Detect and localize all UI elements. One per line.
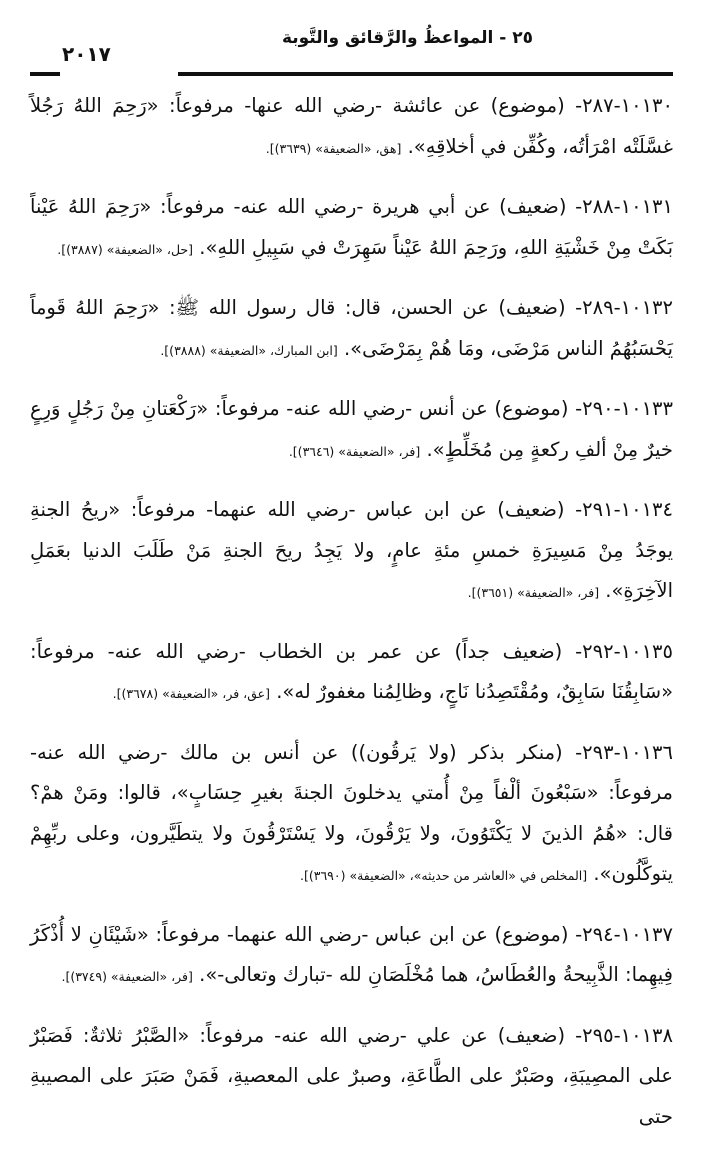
- hadith-source: [فر، «الضعيفة» (٣٦٤٦)].: [288, 443, 421, 459]
- hadith-entry: [30, 733, 673, 897]
- header-rule-left: [30, 72, 60, 76]
- hadith-text: ١٠١٣٣-٢٩٠- (موضوع) عن أنس -رضي الله عنه- مرفوعاً: «رَكْعَتانِ مِنْ رَجُلٍ وَرِعٍ خيرٌ مِنْ ألفِ ركعةٍ مِن مُخَلِّطٍ».: [30, 397, 673, 461]
- hadith-entry: [30, 288, 673, 371]
- hadith-entry: [30, 187, 673, 270]
- header-rule: [178, 72, 673, 76]
- hadith-text: ١٠١٣٨-٢٩٥- (ضعيف) عن علي -رضي الله عنه- مرفوعاً: «الصَّبْرُ ثلاثةٌ: فَصَبْرٌ على المصِيبَةِ، وصَبْرٌ على الطَّاعَةِ، وصبرٌ على المعصيةِ، فَمَنْ صَبَرَ على المصيبةِ حتى: [30, 1023, 673, 1128]
- hadith-entry: [30, 632, 673, 715]
- hadith-source: [فر، «الضعيفة» (٣٦٥١)].: [467, 585, 600, 600]
- hadith-source: [حل، «الضعيفة» (٣٨٨٧)].: [57, 241, 194, 257]
- hadith-text: ١٠١٣١-٢٨٨- (ضعيف) عن أبي هريرة -رضي الله عنه- مرفوعاً: «رَحِمَ اللهُ عَيْناً بَكَتْ مِنْ خَشْيَةِ اللهِ، ورَحِمَ اللهُ عَيْناً سَهِرَتْ في سَبِيلِ اللهِ».: [30, 195, 673, 259]
- hadith-entry: [30, 915, 673, 998]
- hadith-source: [المخلص في «العاشر من حديثه»، «الضعيفة» (٣٦٩٠)].: [300, 868, 588, 883]
- hadith-source: [فر، «الضعيفة» (٣٧٤٩)].: [61, 969, 193, 984]
- hadith-entry: [30, 86, 673, 169]
- hadith-text: ١٠١٣٠-٢٨٧- (موضوع) عن عائشة -رضي الله عنها- مرفوعاً: «رَحِمَ اللهُ رَجُلاً غسَّلَتْه امْرَأتُه، وكُفِّن في أخلاقِهِ».: [30, 94, 673, 158]
- hadith-source: [ابن المبارك، «الضعيفة» (٣٨٨٨)].: [160, 342, 338, 358]
- page-number: ٢٠١٧: [62, 42, 111, 66]
- hadith-source: [هق، «الضعيفة» (٣٦٣٩)].: [265, 140, 402, 156]
- hadith-source: [عق، فر، «الضعيفة» (٣٦٧٨)].: [112, 686, 270, 701]
- hadith-text: ١٠١٣٦-٢٩٣- (منكر بذكر (ولا يَرقُون)) عن أنس بن مالك -رضي الله عنه- مرفوعاً: «سَبْعُونَ ألْفاً مِنْ أُمتي يدخلونَ الجنةَ بغيرِ حِسَابٍ»، قالوا: ومَنْ همْ؟ قال: «هُمُ الذينَ لا يَكْتَوُونَ، ولا يَرْقُونَ، ولا يَسْتَرْقُونَ ولا يتطَيَّرون، وعلى ربِّهِمْ يتوكَّلُون».: [30, 740, 673, 885]
- hadith-entry: [30, 1016, 673, 1140]
- hadith-entry: [30, 490, 673, 614]
- hadith-text: ١٠١٣٤-٢٩١- (ضعيف) عن ابن عباس -رضي الله عنهما- مرفوعاً: «ريحُ الجنةِ يوجَدُ مِنْ مَسِيرَةِ خمسِ مئةِ عامٍ، ولا يَجِدُ ريحَ الجنةِ مَنْ طَلَبَ الدنيا بعَمَلِ الآخِرَةِ».: [30, 498, 673, 602]
- hadith-list: [30, 86, 673, 1157]
- hadith-entry: [30, 389, 673, 472]
- hadith-text: ١٠١٣٢-٢٨٩- (ضعيف) عن الحسن، قال: قال رسول الله ﷺ: «رَحِمَ اللهُ قَوماً يَحْسَبُهُمُ الناس مَرْضَى، ومَا هُمْ بِمَرْضَى».: [30, 296, 673, 360]
- hadith-text: ١٠١٣٧-٢٩٤- (موضوع) عن ابن عباس -رضي الله عنهما- مرفوعاً: «شَيْئَانِ لا أُذْكَرُ فِيهِما: الذَّبِيحةُ والعُطَاسُ، هما مُخْلَصَانِ لله -تبارك وتعالى-».: [30, 922, 673, 986]
- hadith-text: ١٠١٣٥-٢٩٢- (ضعيف جداً) عن عمر بن الخطاب -رضي الله عنه- مرفوعاً: «سَابِقُنَا سَابِقٌ، ومُقْتَصِدُنا نَاجٍ، وظالِمُنا مغفورٌ له».: [30, 639, 673, 703]
- chapter-title: ٢٥ - المواعظُ والرَّقائق والتَّوبة: [281, 28, 533, 48]
- running-header: [30, 28, 673, 66]
